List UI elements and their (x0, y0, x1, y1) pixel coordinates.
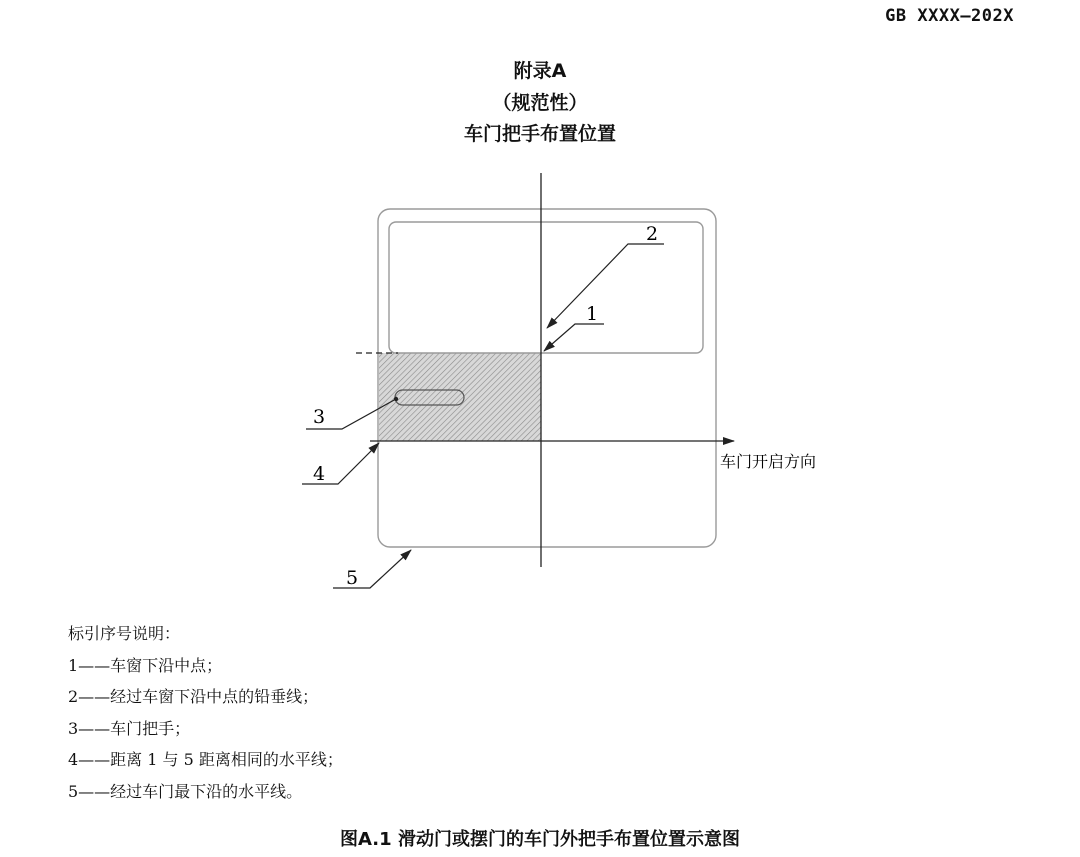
legend-item-4: 4——距离 1 与 5 距离相同的水平线； (68, 750, 343, 769)
label-1: 1 (586, 303, 599, 325)
figure-caption: 图A.1 滑动门或摆门的车门外把手布置位置示意图 (340, 829, 740, 850)
leader-3-dot (394, 397, 398, 401)
standard-code: GB XXXX—202X (885, 6, 1014, 26)
label-4: 4 (313, 463, 326, 485)
handle-zone (379, 353, 541, 441)
leader-1 (544, 324, 604, 351)
label-5: 5 (346, 567, 359, 589)
legend-item-5: 5——经过车门最下沿的水平线。 (68, 781, 303, 801)
leader-5 (333, 550, 411, 588)
appendix-title: 附录A (513, 60, 567, 82)
legend-item-1: 1——车窗下沿中点； (68, 655, 223, 675)
appendix-type: （规范性） (492, 92, 588, 114)
legend-title: 标引序号说明： (68, 624, 181, 643)
legend-item-3: 3——车门把手； (68, 718, 191, 738)
opening-direction-label: 车门开启方向 (720, 452, 817, 471)
label-2: 2 (646, 223, 659, 245)
appendix-name: 车门把手布置位置 (463, 123, 616, 145)
legend (68, 624, 343, 813)
leader-2 (547, 244, 664, 328)
legend-item-2: 2——经过车窗下沿中点的铅垂线； (68, 687, 319, 706)
label-3: 3 (313, 406, 326, 428)
